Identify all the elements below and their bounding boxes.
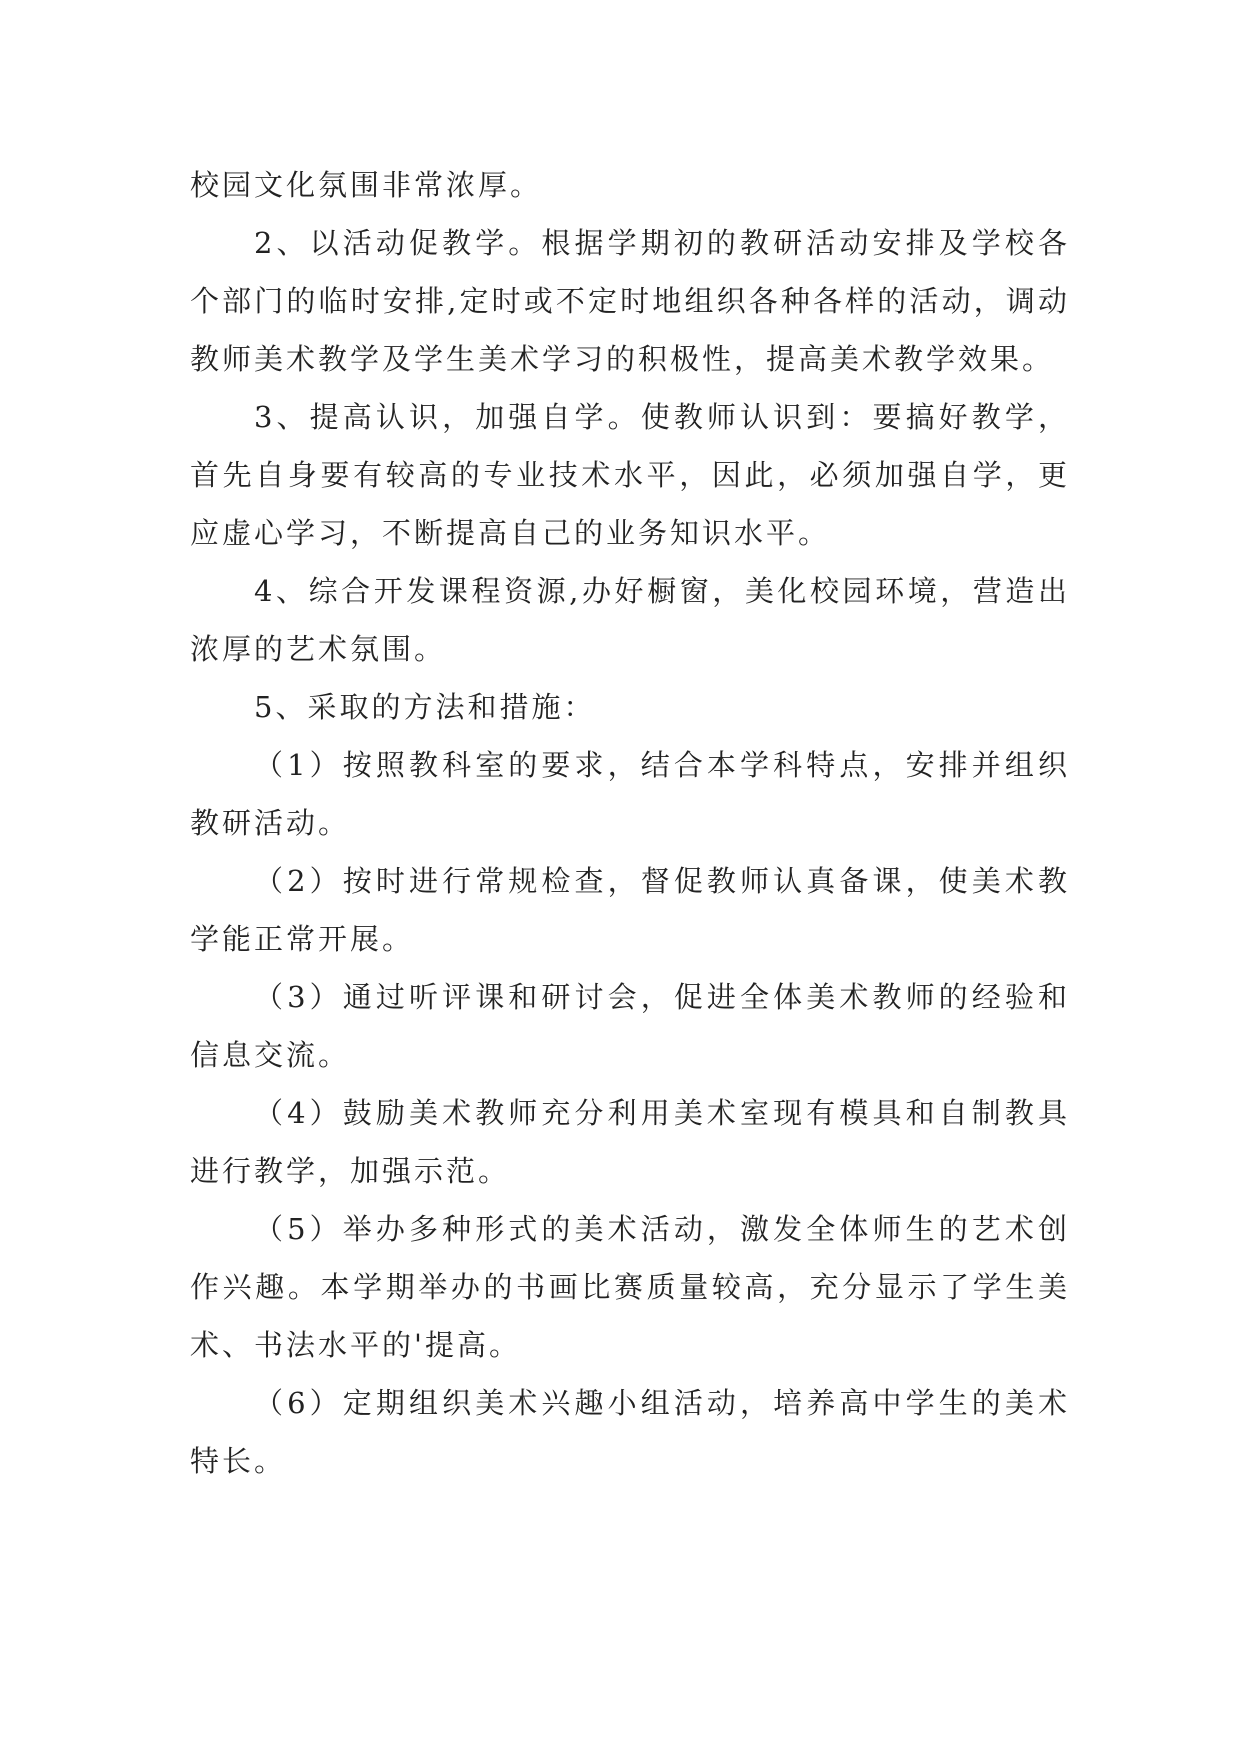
paragraph-2: 2、以活动促教学。根据学期初的教研活动安排及学校各个部门的临时安排,定时或不定时地组织各种各样的活动，调动教师美术教学及学生美术学习的积极性，提高美术教学效果。 bbox=[190, 226, 1070, 376]
paragraph-5: 5、采取的方法和措施： bbox=[254, 690, 596, 724]
document-body bbox=[190, 156, 1070, 1490]
paragraph-8: （3）通过听评课和研讨会，促进全体美术教师的经验和信息交流。 bbox=[190, 980, 1070, 1072]
paragraph-4: 4、综合开发课程资源,办好橱窗，美化校园环境，营造出浓厚的艺术氛围。 bbox=[190, 574, 1070, 666]
paragraph-1: 校园文化氛围非常浓厚。 bbox=[190, 168, 543, 202]
paragraph-6: （1）按照教科室的要求，结合本学科特点，安排并组织教研活动。 bbox=[190, 748, 1070, 840]
paragraph-11: （6）定期组织美术兴趣小组活动，培养高中学生的美术特长。 bbox=[190, 1386, 1070, 1478]
paragraph-9: （4）鼓励美术教师充分利用美术室现有模具和自制教具进行教学，加强示范。 bbox=[190, 1096, 1070, 1188]
paragraph-3: 3、提高认识，加强自学。使教师认识到：要搞好教学，首先自身要有较高的专业技术水平，因此，必须加强自学，更应虚心学习，不断提高自己的业务知识水平。 bbox=[190, 400, 1070, 550]
paragraph-10: （5）举办多种形式的美术活动，激发全体师生的艺术创作兴趣。本学期举办的书画比赛质量较高，充分显示了学生美术、书法水平的'提高。 bbox=[190, 1212, 1070, 1362]
paragraph-7: （2）按时进行常规检查，督促教师认真备课，使美术教学能正常开展。 bbox=[190, 864, 1070, 956]
